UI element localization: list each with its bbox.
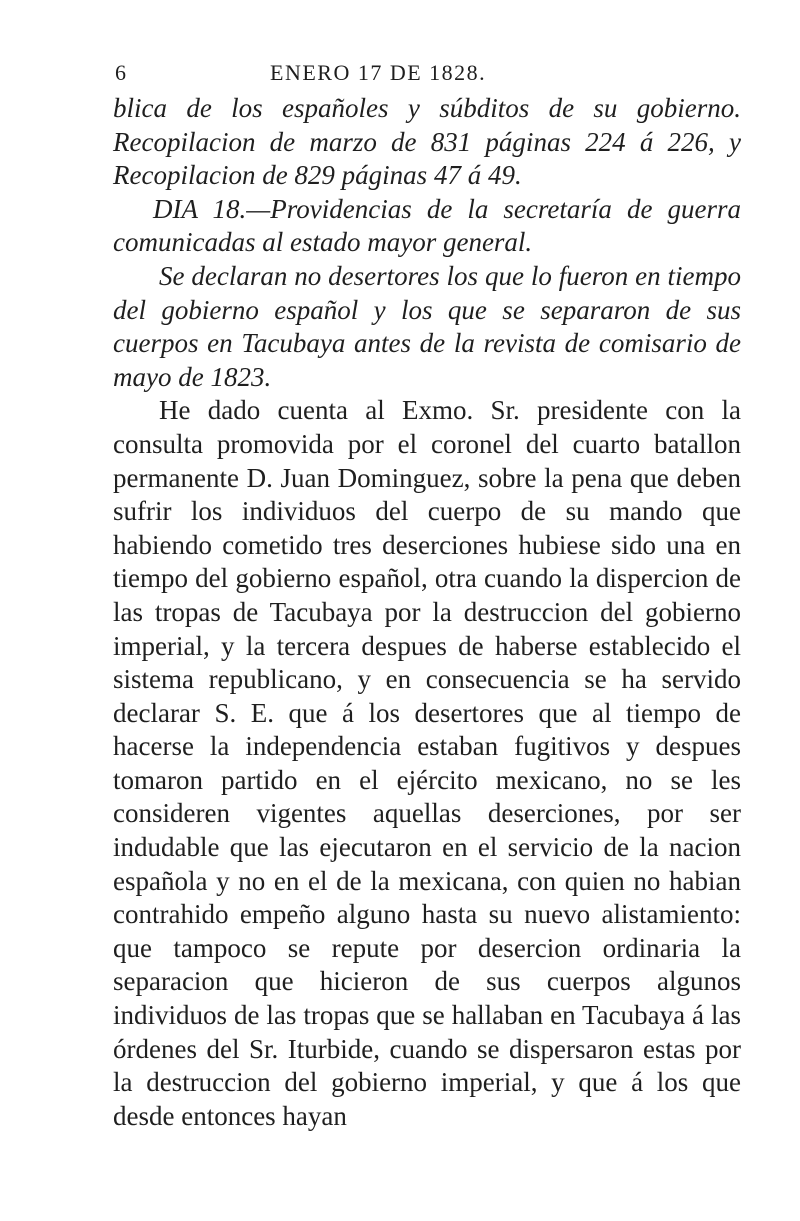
running-title: ENERO 17 DE 1828. <box>270 60 487 85</box>
decree-summary: Se declaran no desertores los que lo fueron en tiempo del gobierno español y los que se separaron de sus cuerpos en Tacubaya antes de la revista de comisario de mayo de 1823. <box>113 260 741 392</box>
page-number: 6 <box>115 60 127 85</box>
body-text <box>113 92 741 1133</box>
opening-paragraph: blica de los españoles y súbditos de su gobierno. Recopilacion de marzo de 831 páginas 224 á 226, y Recopilacion de 829 páginas 47 á 49. <box>113 93 741 191</box>
main-paragraph: He dado cuenta al Exmo. Sr. presidente con la consulta promovida por el coronel del cuarto batallon permanente D. Juan Dominguez, sobre la pena que deben sufrir los individuos del cuerpo de su mando que habiendo cometido tres deserciones hubiese sido una en tiempo del gobierno español, otra cuando la dispercion de las tropas de Tacubaya por la destruccion del gobierno imperial, y la tercera despues de haberse establecido el sistema republicano, y en consecuencia se ha servido declarar S. E. que á los desertores que al tiempo de hacerse la independencia estaban fugitivos y despues tomaron partido en el ejército mexicano, no se les consideren vigentes aquellas deserciones, por ser indudable que las ejecutaron en el servicio de la nacion española y no en el de la mexicana, con quien no habian contrahido empeño alguno hasta su nuevo alistamiento: que tampoco se repute por desercion ordinaria la separacion que hicieron de sus cuerpos algunos individuos de las tropas que se hallaban en Tacubaya á las órdenes del Sr. Iturbide, cuando se dispersaron estas por la destruccion del gobierno imperial, y que á los que desde entonces hayan <box>113 395 741 1131</box>
decree-heading: DIA 18.—Providencias de la secretaría de guerra comunicadas al estado mayor general. <box>113 193 741 258</box>
running-header <box>115 60 735 94</box>
